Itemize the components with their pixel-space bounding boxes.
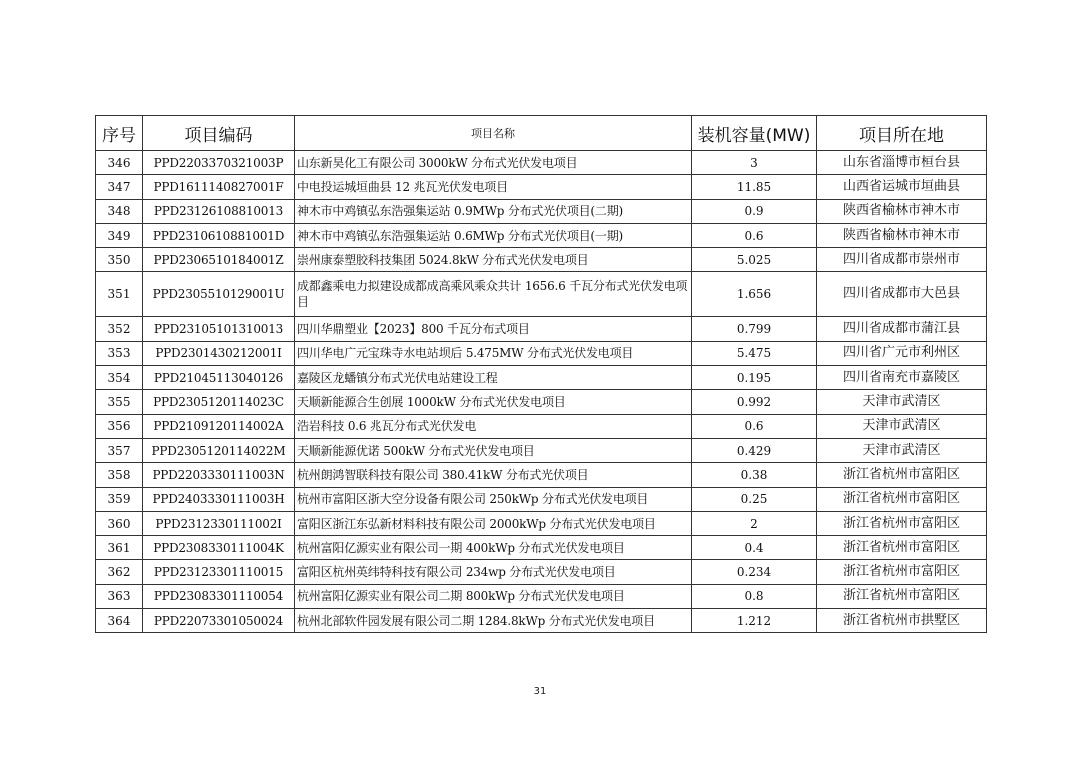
cell-capacity: 0.4 xyxy=(692,536,817,560)
cell-location: 四川省成都市崇州市 xyxy=(817,248,987,272)
cell-code: PPD2305120114022M xyxy=(143,438,295,462)
cell-capacity: 0.195 xyxy=(692,366,817,390)
cell-code: PPD2310610881001D xyxy=(143,223,295,247)
cell-capacity: 2 xyxy=(692,511,817,535)
cell-capacity: 5.025 xyxy=(692,248,817,272)
table-row xyxy=(96,609,987,633)
cell-capacity: 0.38 xyxy=(692,463,817,487)
cell-code: PPD1611140827001F xyxy=(143,175,295,199)
table-row xyxy=(96,414,987,438)
cell-name: 崇州康泰塑胶科技集团 5024.8kW 分布式光伏发电项目 xyxy=(295,248,692,272)
cell-seq: 346 xyxy=(96,151,143,175)
cell-capacity: 0.429 xyxy=(692,438,817,462)
cell-capacity: 1.656 xyxy=(692,272,817,317)
cell-capacity: 0.25 xyxy=(692,487,817,511)
cell-seq: 357 xyxy=(96,438,143,462)
cell-name: 天顺新能源合生创展 1000kW 分布式光伏发电项目 xyxy=(295,390,692,414)
table-row xyxy=(96,390,987,414)
cell-capacity: 0.6 xyxy=(692,414,817,438)
cell-capacity: 0.799 xyxy=(692,317,817,341)
cell-location: 浙江省杭州市富阳区 xyxy=(817,463,987,487)
cell-capacity: 3 xyxy=(692,151,817,175)
table-row xyxy=(96,317,987,341)
table-header-row xyxy=(96,116,987,151)
header-name: 项目名称 xyxy=(295,116,692,151)
cell-code: PPD2203370321003P xyxy=(143,151,295,175)
cell-name: 四川华鼎塑业【2023】800 千瓦分布式项目 xyxy=(295,317,692,341)
table-row xyxy=(96,175,987,199)
cell-name: 成都鑫乘电力拟建设成都成高乘风乘众共计 1656.6 千瓦分布式光伏发电项目 xyxy=(295,272,692,317)
cell-code: PPD21045113040126 xyxy=(143,366,295,390)
cell-seq: 353 xyxy=(96,341,143,365)
cell-location: 浙江省杭州市富阳区 xyxy=(817,560,987,584)
table-row xyxy=(96,151,987,175)
cell-location: 天津市武清区 xyxy=(817,414,987,438)
cell-capacity: 11.85 xyxy=(692,175,817,199)
cell-location: 浙江省杭州市富阳区 xyxy=(817,536,987,560)
cell-name: 富阳区浙江东弘新材料科技有限公司 2000kWp 分布式光伏发电项目 xyxy=(295,511,692,535)
cell-capacity: 0.8 xyxy=(692,584,817,608)
cell-name: 杭州北部软件园发展有限公司二期 1284.8kWp 分布式光伏发电项目 xyxy=(295,609,692,633)
header-location: 项目所在地 xyxy=(817,116,987,151)
cell-code: PPD2301430212001I xyxy=(143,341,295,365)
cell-seq: 361 xyxy=(96,536,143,560)
cell-name: 杭州富阳亿源实业有限公司二期 800kWp 分布式光伏发电项目 xyxy=(295,584,692,608)
cell-location: 四川省成都市蒲江县 xyxy=(817,317,987,341)
cell-seq: 347 xyxy=(96,175,143,199)
header-code: 项目编码 xyxy=(143,116,295,151)
cell-name: 富阳区杭州英纬特科技有限公司 234wp 分布式光伏发电项目 xyxy=(295,560,692,584)
cell-location: 四川省成都市大邑县 xyxy=(817,272,987,317)
cell-code: PPD2305510129001U xyxy=(143,272,295,317)
table-row xyxy=(96,463,987,487)
cell-name: 杭州富阳亿源实业有限公司一期 400kWp 分布式光伏发电项目 xyxy=(295,536,692,560)
table-row xyxy=(96,199,987,223)
cell-code: PPD23105101310013 xyxy=(143,317,295,341)
cell-code: PPD2308330111004K xyxy=(143,536,295,560)
cell-name: 山东新昊化工有限公司 3000kW 分布式光伏发电项目 xyxy=(295,151,692,175)
cell-capacity: 0.992 xyxy=(692,390,817,414)
cell-code: PPD22073301050024 xyxy=(143,609,295,633)
cell-code: PPD2305120114023C xyxy=(143,390,295,414)
cell-name: 中电投运城垣曲县 12 兆瓦光伏发电项目 xyxy=(295,175,692,199)
cell-seq: 359 xyxy=(96,487,143,511)
table-row xyxy=(96,511,987,535)
table-row xyxy=(96,536,987,560)
cell-code: PPD2109120114002A xyxy=(143,414,295,438)
cell-location: 浙江省杭州市拱墅区 xyxy=(817,609,987,633)
table-row xyxy=(96,341,987,365)
cell-seq: 350 xyxy=(96,248,143,272)
cell-seq: 356 xyxy=(96,414,143,438)
cell-seq: 362 xyxy=(96,560,143,584)
cell-code: PPD2203330111003N xyxy=(143,463,295,487)
cell-seq: 363 xyxy=(96,584,143,608)
table-row xyxy=(96,560,987,584)
cell-seq: 360 xyxy=(96,511,143,535)
cell-name: 杭州市富阳区浙大空分设备有限公司 250kWp 分布式光伏发电项目 xyxy=(295,487,692,511)
cell-location: 陕西省榆林市神木市 xyxy=(817,199,987,223)
cell-code: PPD23123301110015 xyxy=(143,560,295,584)
cell-seq: 352 xyxy=(96,317,143,341)
cell-name: 浩岩科技 0.6 兆瓦分布式光伏发电 xyxy=(295,414,692,438)
cell-name: 神木市中鸡镇弘东浩强集运站 0.9MWp 分布式光伏项目(二期) xyxy=(295,199,692,223)
cell-code: PPD2403330111003H xyxy=(143,487,295,511)
cell-location: 天津市武清区 xyxy=(817,438,987,462)
cell-seq: 348 xyxy=(96,199,143,223)
cell-location: 浙江省杭州市富阳区 xyxy=(817,487,987,511)
cell-capacity: 0.6 xyxy=(692,223,817,247)
cell-location: 山西省运城市垣曲县 xyxy=(817,175,987,199)
cell-name: 嘉陵区龙蟠镇分布式光伏电站建设工程 xyxy=(295,366,692,390)
table-row xyxy=(96,272,987,317)
cell-capacity: 0.9 xyxy=(692,199,817,223)
cell-seq: 355 xyxy=(96,390,143,414)
cell-seq: 354 xyxy=(96,366,143,390)
cell-seq: 351 xyxy=(96,272,143,317)
page-number: 31 xyxy=(533,686,547,697)
cell-name: 神木市中鸡镇弘东浩强集运站 0.6MWp 分布式光伏项目(一期) xyxy=(295,223,692,247)
cell-location: 陕西省榆林市神木市 xyxy=(817,223,987,247)
table-row xyxy=(96,366,987,390)
cell-code: PPD23126108810013 xyxy=(143,199,295,223)
cell-name: 天顺新能源优诺 500kW 分布式光伏发电项目 xyxy=(295,438,692,462)
cell-location: 四川省广元市利州区 xyxy=(817,341,987,365)
cell-location: 浙江省杭州市富阳区 xyxy=(817,584,987,608)
cell-code: PPD2312330111002I xyxy=(143,511,295,535)
table-row xyxy=(96,223,987,247)
table-row xyxy=(96,487,987,511)
cell-capacity: 0.234 xyxy=(692,560,817,584)
cell-capacity: 5.475 xyxy=(692,341,817,365)
cell-code: PPD23083301110054 xyxy=(143,584,295,608)
cell-code: PPD2306510184001Z xyxy=(143,248,295,272)
cell-capacity: 1.212 xyxy=(692,609,817,633)
table-row xyxy=(96,438,987,462)
cell-name: 杭州朗鸿智联科技有限公司 380.41kW 分布式光伏项目 xyxy=(295,463,692,487)
header-capacity: 装机容量(MW) xyxy=(692,116,817,151)
cell-seq: 358 xyxy=(96,463,143,487)
cell-seq: 349 xyxy=(96,223,143,247)
cell-location: 天津市武清区 xyxy=(817,390,987,414)
cell-name: 四川华电广元宝珠寺水电站坝后 5.475MW 分布式光伏发电项目 xyxy=(295,341,692,365)
cell-location: 浙江省杭州市富阳区 xyxy=(817,511,987,535)
header-seq: 序号 xyxy=(96,116,143,151)
table-row xyxy=(96,248,987,272)
cell-location: 四川省南充市嘉陵区 xyxy=(817,366,987,390)
cell-seq: 364 xyxy=(96,609,143,633)
cell-location: 山东省淄博市桓台县 xyxy=(817,151,987,175)
table-row xyxy=(96,584,987,608)
project-table xyxy=(95,115,987,633)
